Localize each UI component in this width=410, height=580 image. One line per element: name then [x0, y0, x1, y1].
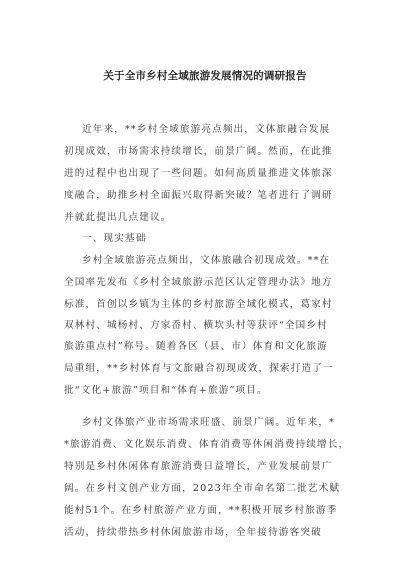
paragraph-line: 旅游重点村”称号。随着各区（县、市）体育和文化旅游: [64, 341, 328, 352]
section-heading: 一、现实基础: [82, 233, 147, 244]
paragraph-line: 乡村全域旅游亮点频出，文体旅融合初现成效。**在: [82, 255, 331, 266]
paragraph-line: 全国率先发布《乡村全域旅游示范区认定管理办法》地方: [64, 277, 333, 288]
paragraph-line: 进的过程中也出现了一些问题。如何高质量推进文体旅深: [64, 168, 333, 179]
paragraph-line: 度融合，助推乡村全面振兴取得新突破？笔者进行了调研: [64, 190, 333, 201]
paragraph-line: 双林村、城杨村、方家岙村、横坎头村等获评“全国乡村: [64, 320, 328, 331]
paragraph-line: *旅游消费、文化娱乐消费、体育消费等休闲消费持续增长，: [64, 439, 350, 450]
paragraph-line: 乡村文体旅产业市场需求旺盛、前景广阔。近年来，*: [82, 417, 336, 428]
paragraph-line: 批“文化+旅游”项目和“体育+旅游”项目。: [64, 385, 268, 396]
paragraph-line: 阔。在乡村文创产业方面，2023年全市命名第二批艺术赋: [64, 483, 341, 494]
document-title: 关于全市乡村全域旅游发展情况的调研报告: [103, 70, 307, 82]
paragraph-line: 标准，首创以乡镇为主体的乡村旅游全域化模式，葛家村: [64, 299, 333, 310]
paragraph-line: 能村51个。在乡村旅游产业方面，**积极开展乡村旅游季: [64, 505, 338, 516]
paragraph-line: 局重组，**乡村体育与文旅融合初现成效，探索打造了一: [64, 363, 334, 374]
paragraph-line: 近年来，**乡村全域旅游亮点频出，文体旅融合发展: [82, 124, 331, 135]
paragraph-line: 特别是乡村休闲体育旅游消费日益增长，产业发展前景广: [64, 461, 333, 472]
paragraph-line: 并就此提出几点建议。: [64, 212, 172, 223]
paragraph-line: 初现成效，市场需求持续增长，前景广阔。然而，在此推: [64, 146, 333, 157]
paragraph-line: 活动，持续带热乡村休闲旅游市场，全年接待游客突破: [64, 527, 322, 538]
